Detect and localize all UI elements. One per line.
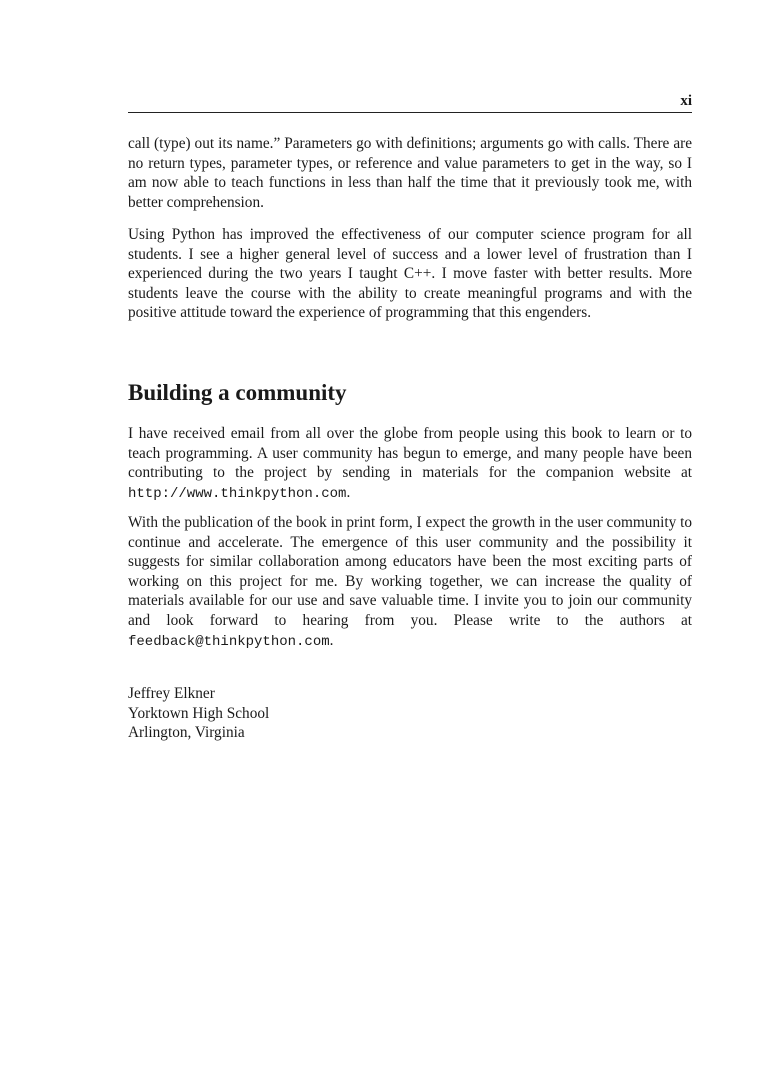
paragraph-publication-text: With the publication of the book in print form, I expect the growth in the user community to continue and accelerate. The emergence of this user community and the possibility it suggests for similar collaboration among educators have been the most exciting parts of working on this project for me. By working together, we can increase the quality of materials available for our use and save valuable time. I invite you to join our community and look forward to hearing from you. Please write to the authors at — [128, 514, 692, 629]
paragraph-end: . — [329, 631, 334, 649]
paragraph-publication — [128, 513, 692, 652]
author-name: Jeffrey Elkner — [128, 685, 215, 702]
website-link[interactable]: http://www.thinkpython.com — [128, 485, 347, 502]
signature-block — [128, 684, 269, 743]
feedback-email-link[interactable]: feedback@thinkpython.com — [128, 633, 330, 650]
paragraph-community — [128, 424, 692, 504]
author-location: Arlington, Virginia — [128, 724, 245, 742]
paragraph-end: . — [346, 483, 351, 501]
paragraph-community-text: I have received email from all over the globe from people using this book to learn or to teach programming. A user community has begun to emerge, and many people have been contributing to the project by sending in materials for the companion website at — [128, 425, 692, 482]
author-school: Yorktown High School — [128, 704, 270, 722]
page-number: xi — [680, 93, 692, 109]
paragraph-functions: call (type) out its name.” Parameters go with definitions; arguments go with calls. There are no return types, parameter types, or reference and value parameters to get in the way, so I am now able to teach functions in less than half the time that it previously took me, with better comprehension. — [128, 135, 692, 211]
paragraph-python-effectiveness: Using Python has improved the effectiveness of our computer science program for all students. I see a higher general level of success and a lower level of frustration than I experienced during the two years I taught C++. I move faster with better results. More students leave the course with the ability to create meaningful programs and with the positive attitude toward the experience of programming that this engenders. — [128, 226, 692, 322]
section-heading: Building a community — [128, 380, 347, 405]
running-header — [128, 90, 692, 113]
